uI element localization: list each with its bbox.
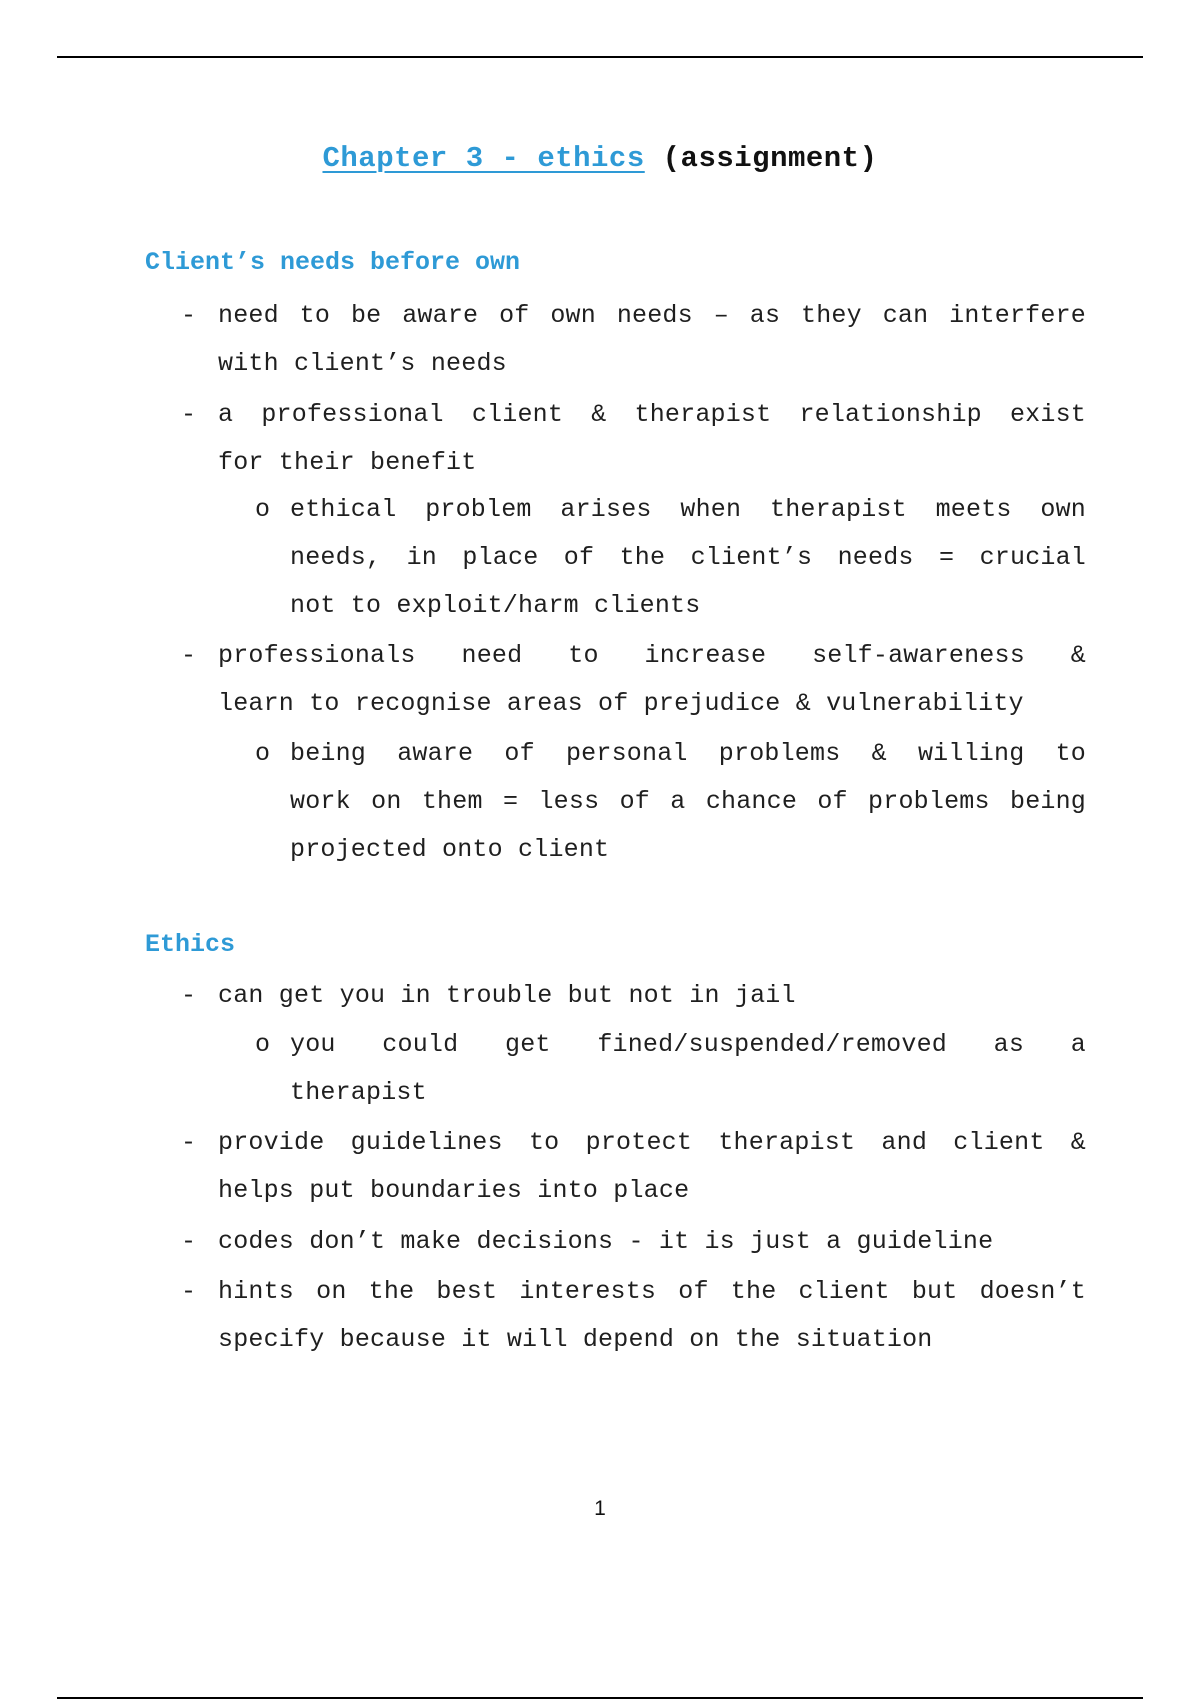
list-item [181, 1268, 1086, 1364]
dash-bullet: - [181, 981, 197, 1010]
circle-bullet: o [255, 1030, 271, 1059]
item-line: ethical problem arises when therapist meets own [290, 495, 1086, 524]
item-line: need to be aware of own needs – as they can interfere [218, 301, 1086, 330]
section-heading-ethics: Ethics [145, 930, 236, 959]
top-rule [57, 56, 1143, 58]
document-title [0, 142, 1200, 175]
item-line: codes don’t make decisions - it is just a guideline [218, 1227, 994, 1256]
item-line: with client’s needs [218, 349, 507, 378]
item-line: specify because it will depend on the situation [218, 1325, 933, 1354]
item-line: work on them = less of a chance of problems being [290, 787, 1086, 816]
dash-bullet: - [181, 1277, 197, 1306]
item-line: helps put boundaries into place [218, 1176, 690, 1205]
title-chapter-link: Chapter 3 - ethics [322, 142, 645, 175]
dash-bullet: - [181, 641, 197, 670]
bottom-rule [57, 1697, 1143, 1699]
list-item [181, 1119, 1086, 1215]
item-line: you could get fined/suspended/removed as a [290, 1030, 1086, 1059]
item-line: projected onto client [290, 835, 610, 864]
circle-bullet: o [255, 495, 271, 524]
list-item [255, 730, 1086, 874]
list-item [181, 292, 1086, 388]
circle-bullet: o [255, 739, 271, 768]
item-line: being aware of personal problems & willing to [290, 739, 1086, 768]
item-line: a professional client & therapist relationship exist [218, 400, 1086, 429]
item-line: for their benefit [218, 448, 477, 477]
item-line: not to exploit/harm clients [290, 591, 701, 620]
list-item [255, 486, 1086, 630]
item-line: professionals need to increase self-awareness & [218, 641, 1086, 670]
title-suffix: (assignment) [662, 142, 878, 175]
item-line: therapist [290, 1078, 427, 1107]
list-item [181, 972, 1086, 1020]
item-line: hints on the best interests of the client but doesn’t [218, 1277, 1086, 1306]
list-item [181, 1218, 1086, 1266]
dash-bullet: - [181, 400, 197, 429]
dash-bullet: - [181, 301, 197, 330]
list-item [255, 1021, 1086, 1117]
section-heading-clients-needs: Client’s needs before own [145, 248, 521, 277]
list-item [181, 391, 1086, 487]
dash-bullet: - [181, 1128, 197, 1157]
item-line: needs, in place of the client’s needs = crucial [290, 543, 1086, 572]
item-line: learn to recognise areas of prejudice & vulnerability [218, 689, 1024, 718]
item-line: provide guidelines to protect therapist and client & [218, 1128, 1086, 1157]
item-line: can get you in trouble but not in jail [218, 981, 796, 1010]
list-item [181, 632, 1086, 728]
page-number: 1 [594, 1497, 606, 1520]
dash-bullet: - [181, 1227, 197, 1256]
